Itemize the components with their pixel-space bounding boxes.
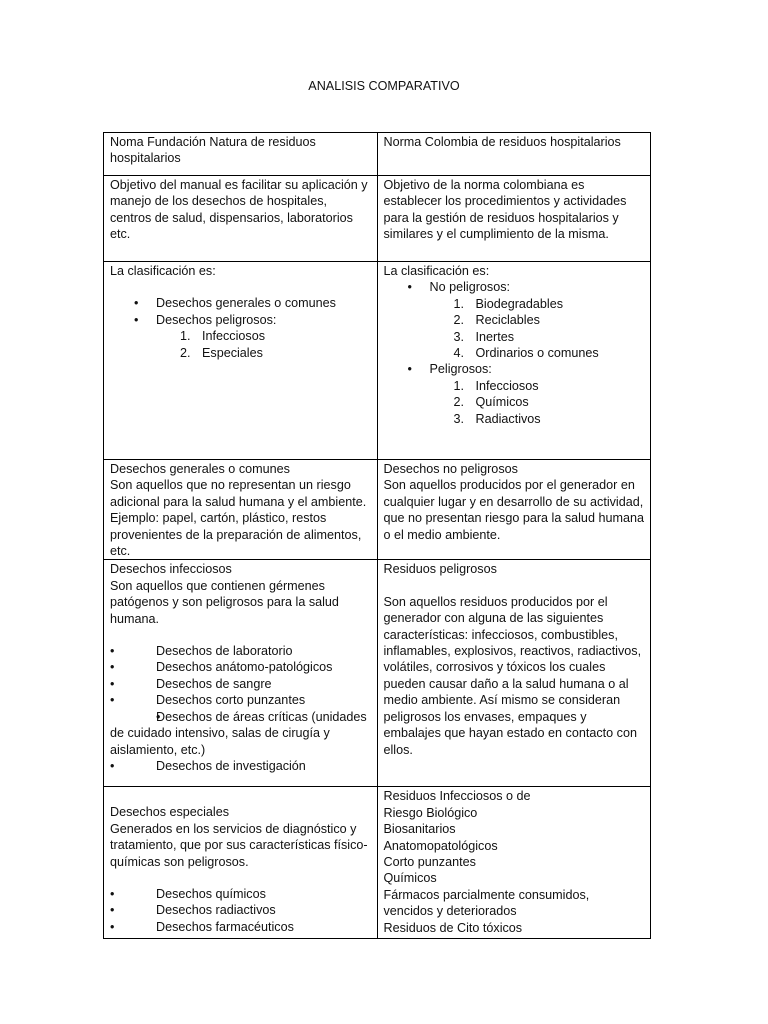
list-item: Infecciosos [475,378,539,393]
infecciosos-right-heading: Residuos peligrosos [383,562,497,577]
clasificacion-right [377,262,651,460]
list-item: Ordinarios o comunes [475,346,599,361]
especiales-right [377,787,651,939]
especiales-left-list [110,886,371,935]
table-row [104,133,651,176]
objetivo-left-text: Objetivo del manual es facilitar su aplicación y manejo de los desechos de hospitales, centros de salud, dispensarios, laboratorios etc. [110,178,368,242]
objetivo-right-text: Objetivo de la norma colombiana es establecer los procedimientos y actividades para la gestión de residuos hospitalarios y similares y el cumplimiento de la misma. [383,178,627,242]
peligrosos-list [384,361,645,377]
list-item: • Desechos corto punzantes [110,692,371,708]
generales-right-text: Son aquellos producidos por el generador en cualquier lugar y en desarrollo de su actividad, que no presentan riesgo para la salud humana o el medio ambiente. [383,478,644,542]
list-item: Especiales [202,345,263,360]
header-left-text: Noma Fundación Natura de residuos hospitalarios [110,135,316,166]
document-title: ANALISIS COMPARATIVO [308,79,460,93]
especiales-left-heading: Desechos especiales [110,805,230,820]
clasificacion-left-heading: La clasificación es: [110,264,216,278]
generales-right [377,460,651,560]
list-item: • Desechos farmacéuticos [110,919,371,935]
clasificacion-left-sublist [110,328,371,361]
especiales-right-line: Químicos [383,871,437,886]
table-row [104,262,651,460]
clasificacion-left [104,262,378,460]
objetivo-right [377,176,651,262]
infecciosos-right-text: Son aquellos residuos producidos por el generador con alguna de las siguientes características: infecciosos, combustibles, inflamables, explosivos, reactivos, radiactivos, volátiles, corrosivos y tóxicos los cuales pueden causar daño a la salud humana o al medio ambiente. Así mismo se consideran peligrosos los envases, empaques y embalajes que hayan estado en contacto con ellos. [383,594,642,757]
table-row [104,787,651,939]
especiales-right-line: Corto punzantes [383,855,476,870]
list-item: • Desechos químicos [110,886,371,902]
list-item: • Desechos radiactivos [110,902,371,918]
header-right-text: Norma Colombia de residuos hospitalarios [383,135,621,149]
list-item: • Desechos de sangre [110,676,371,692]
especiales-right-line: Residuos de Cito tóxicos [383,920,523,935]
no-peligrosos-sublist [384,296,645,362]
list-item: • Desechos anátomo-patológicos [110,659,371,675]
especiales-right-line: Anatomopatológicos [383,838,498,853]
especiales-right-line: Riesgo Biológico [383,805,478,820]
table-row [104,176,651,262]
list-item: Radiactivos [475,411,541,426]
comparison-table [103,132,651,939]
list-item: • Desechos de áreas críticas (unidades de cuidado intensivo, salas de cirugía y aislamiento, etc.) [110,709,371,758]
infecciosos-left-text: Son aquellos que contienen gérmenes patógenos y son peligrosos para la salud humana. [110,578,339,626]
especiales-left [104,787,378,939]
list-item: • Desechos peligrosos: [110,312,371,328]
infecciosos-left-list [110,643,371,774]
header-right [377,133,651,176]
list-item: Químicos [475,395,529,410]
infecciosos-right [377,560,651,787]
infecciosos-left [104,560,378,787]
list-item: Infecciosos [202,329,265,344]
list-item: • Desechos de investigación [110,758,371,774]
list-item: Inertes [475,329,515,344]
clasificacion-right-heading: La clasificación es: [383,264,490,278]
especiales-left-text: Generados en los servicios de diagnóstico y tratamiento, que por sus características físico-químicas son peligrosos. [110,821,368,869]
table-row [104,460,651,560]
list-item: • No peligrosos: [384,279,645,295]
list-item: • Desechos de laboratorio [110,643,371,659]
infecciosos-left-heading: Desechos infecciosos [110,562,232,577]
objetivo-left [104,176,378,262]
list-item: Reciclables [475,313,540,328]
especiales-right-line: Residuos Infecciosos o de [383,789,531,804]
list-item: • Peligrosos: [384,361,645,377]
generales-right-heading: Desechos no peligrosos [383,462,518,476]
especiales-right-line: vencidos y deteriorados [383,904,517,919]
generales-left [104,460,378,560]
list-item: • Desechos generales o comunes [110,295,371,311]
header-left [104,133,378,176]
especiales-right-line: Biosanitarios [383,822,456,837]
table-row [104,560,651,787]
generales-left-text: Son aquellos que no representan un riesgo adicional para la salud humana y el ambiente. Ejemplo: papel, cartón, plástico, restos provenientes de la preparación de alimentos, etc. [110,478,367,559]
list-item: Biodegradables [475,296,564,311]
peligrosos-sublist [384,378,645,427]
no-peligrosos-list [384,279,645,295]
clasificacion-left-list [110,295,371,328]
generales-left-heading: Desechos generales o comunes [110,462,290,476]
especiales-right-line: Fármacos parcialmente consumidos, [383,887,590,902]
